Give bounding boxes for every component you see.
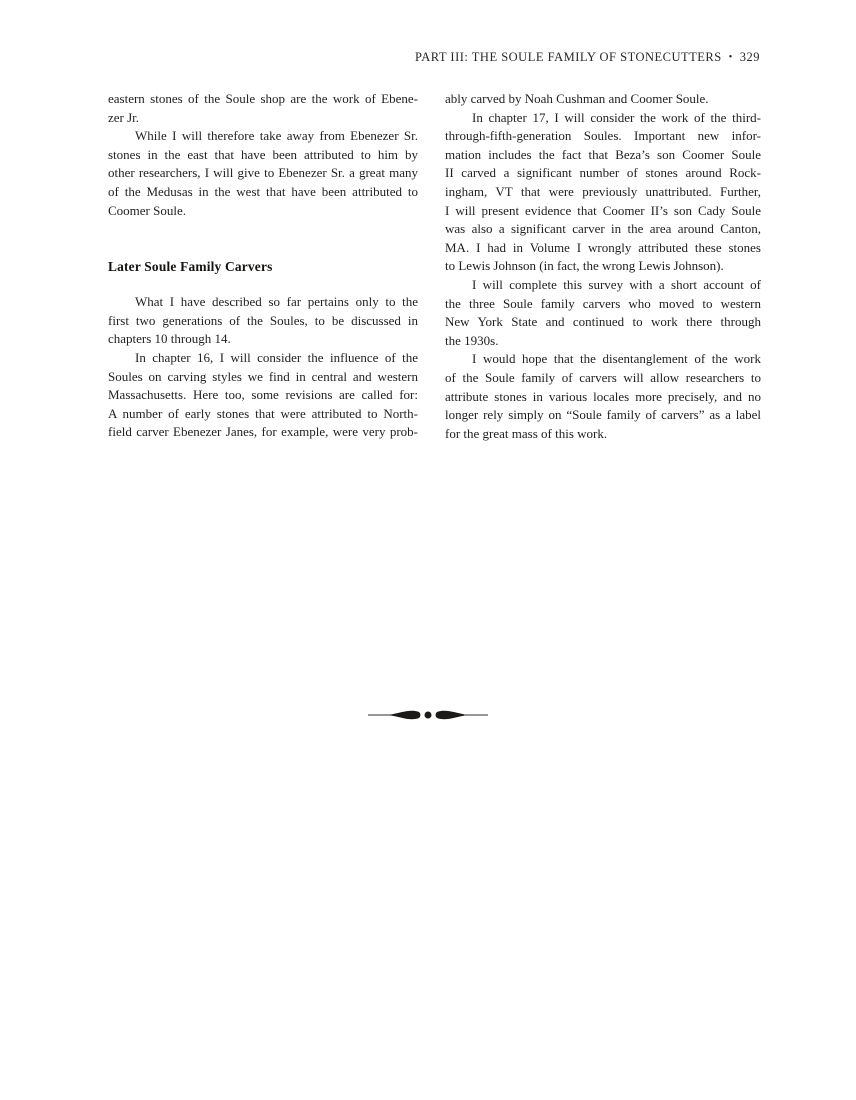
text-line: MA. I had in Volume I wrongly attributed these stones [445, 239, 761, 255]
text-line: ingham, VT that were previously unattributed. Further, [445, 183, 761, 199]
separator-bullet-icon: • [728, 52, 733, 63]
text-line: to Lewis Johnson (in fact, the wrong Lewis Johnson). [445, 258, 724, 274]
tailpiece-ornament [0, 706, 856, 724]
running-header-title: PART III: THE SOULE FAMILY OF STONECUTTERS [414, 50, 722, 64]
text-line: New York State and continued to work there through [445, 314, 761, 330]
page-number: 329 [739, 50, 760, 64]
text-line: eastern stones of the Soule shop are the work of Ebene- [108, 91, 418, 106]
paragraph [108, 127, 418, 220]
text-line: chapters 10 through 14. [108, 331, 231, 347]
section-heading: Later Soule Family Carvers [108, 259, 273, 275]
text-line: Coomer Soule. [108, 202, 186, 218]
paragraph [445, 350, 761, 443]
text-column-left [108, 90, 418, 442]
divider-rule-right [464, 714, 488, 715]
text-line: mation includes the fact that Beza’s son Coomer Soule [445, 146, 761, 162]
teardrop-left-icon [389, 711, 420, 719]
text-line: was also a significant carver in the area around Canton, [445, 221, 761, 237]
text-line: first two generations of the Soules, to be discussed in [108, 312, 418, 328]
text-line: ably carved by Noah Cushman and Coomer Soule. [445, 91, 709, 106]
divider-rule-left [368, 714, 392, 715]
paragraph [108, 90, 418, 127]
text-line: I would hope that the disentanglement of the work [472, 351, 761, 367]
paragraph [108, 349, 418, 442]
text-line: stones in the east that have been attributed to him by [108, 146, 418, 162]
text-line: While I will therefore take away from Ebenezer Sr. [135, 128, 418, 144]
text-line: field carver Ebenezer Janes, for example, were very prob- [108, 424, 418, 440]
text-line: I will present evidence that Coomer II’s son Cady Soule [445, 202, 761, 218]
paragraph [445, 109, 761, 276]
text-line: II carved a significant number of stones around Rock- [445, 165, 761, 181]
center-dot-icon [425, 712, 432, 719]
text-line: I will complete this survey with a short account of [472, 276, 761, 292]
text-line: other researchers, I will give to Ebenezer Sr. a great many [108, 165, 418, 181]
paragraph [445, 90, 761, 109]
text-line: longer rely simply on “Soule family of carvers” as a label [445, 407, 761, 423]
paragraph [108, 293, 418, 349]
text-line: In chapter 16, I will consider the influence of the [135, 349, 418, 365]
running-header [415, 50, 760, 65]
text-line: What I have described so far pertains only to the [135, 294, 418, 310]
divider-ornament-icon [368, 706, 488, 724]
text-line: the three Soule family carvers who moved to western [445, 295, 761, 311]
paragraph [445, 276, 761, 350]
text-line: of the Soule family of carvers will allow researchers to [445, 369, 761, 385]
text-line: In chapter 17, I will consider the work of the third- [472, 109, 761, 125]
text-column-right [445, 90, 761, 443]
teardrop-right-icon [436, 711, 467, 719]
text-line: the 1930s. [445, 332, 499, 348]
text-line: zer Jr. [108, 109, 140, 125]
text-line: of the Medusas in the west that have been attributed to [108, 183, 418, 199]
text-line: for the great mass of this work. [445, 425, 608, 441]
text-line: Soules on carving styles we find in central and western [108, 368, 418, 384]
text-line: attribute stones in various locales more precisely, and no [445, 388, 761, 404]
text-line: A number of early stones that were attributed to North- [108, 405, 418, 421]
text-line: through-fifth-generation Soules. Important new infor- [445, 128, 761, 144]
text-line: Massachusetts. Here too, some revisions are called for: [108, 387, 418, 403]
